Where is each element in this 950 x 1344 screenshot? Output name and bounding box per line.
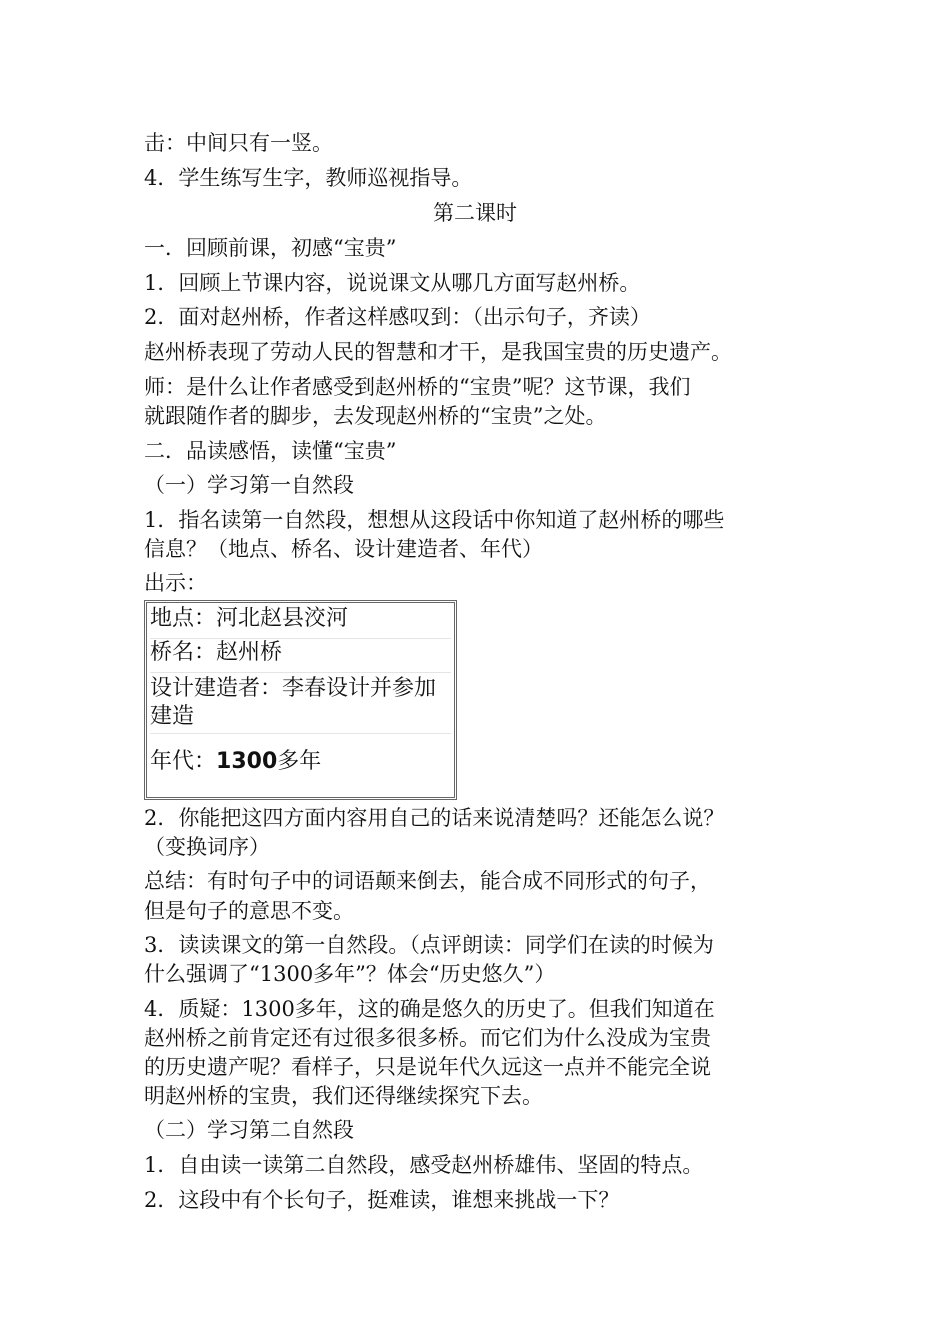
text-line: 3．读读课文的第一自然段。（点评朗读：同学们在读的时候为 bbox=[144, 933, 714, 957]
text-line: 就跟随作者的脚步，去发现赵州桥的“宝贵”之处。 bbox=[144, 404, 607, 428]
info-bridge-name: 桥名：赵州桥 bbox=[150, 639, 451, 673]
text-line: 但是句子的意思不变。 bbox=[144, 899, 354, 923]
section-heading: 一．回顾前课，初感“宝贵” bbox=[144, 236, 397, 260]
text-line: 师：是什么让作者感受到赵州桥的“宝贵”呢？这节课，我们 bbox=[144, 375, 691, 399]
info-era bbox=[150, 748, 451, 780]
info-box bbox=[144, 600, 457, 800]
info-builder: 设计建造者：李春设计并参加建造 bbox=[150, 675, 451, 734]
lesson-heading: 第二课时 bbox=[433, 201, 517, 225]
text-line: 1．指名读第一自然段，想想从这段话中你知道了赵州桥的哪些 bbox=[144, 508, 725, 532]
subsection-heading: （二）学习第二自然段 bbox=[144, 1118, 354, 1142]
text-line: 击：中间只有一竖。 bbox=[144, 131, 333, 155]
text-line: 2．面对赵州桥，作者这样感叹到：（出示句子，齐读） bbox=[144, 305, 651, 329]
info-location: 地点：河北赵县洨河 bbox=[150, 605, 451, 639]
text-line: 1．自由读一读第二自然段，感受赵州桥雄伟、坚固的特点。 bbox=[144, 1153, 704, 1177]
text-line: 的历史遗产呢？看样子，只是说年代久远这一点并不能完全说 bbox=[144, 1055, 711, 1079]
text-line: 2．这段中有个长句子，挺难读，谁想来挑战一下？ bbox=[144, 1188, 620, 1212]
text-line: 4．学生练写生字，教师巡视指导。 bbox=[144, 166, 473, 190]
info-era-label: 年代： bbox=[150, 749, 217, 774]
subsection-heading: （一）学习第一自然段 bbox=[144, 473, 354, 497]
text-line: 出示： bbox=[144, 571, 207, 595]
text-line: 什么强调了“1300多年”？体会“历史悠久”） bbox=[144, 962, 556, 986]
text-line: （变换词序） bbox=[144, 835, 270, 859]
info-era-number: 1300 bbox=[216, 749, 278, 774]
text-line: 总结：有时句子中的词语颠来倒去，能合成不同形式的句子， bbox=[144, 869, 711, 893]
text-line: 赵州桥之前肯定还有过很多很多桥。而它们为什么没成为宝贵 bbox=[144, 1026, 711, 1050]
text-line: 2．你能把这四方面内容用自己的话来说清楚吗？还能怎么说？ bbox=[144, 806, 725, 830]
text-line: 信息？（地点、桥名、设计建造者、年代） bbox=[144, 537, 543, 561]
info-era-suffix: 多年 bbox=[277, 749, 322, 774]
text-line: 明赵州桥的宝贵，我们还得继续探究下去。 bbox=[144, 1084, 543, 1108]
section-heading: 二．品读感悟，读懂“宝贵” bbox=[144, 439, 397, 463]
text-line: 4．质疑：1300多年，这的确是悠久的历史了。但我们知道在 bbox=[144, 997, 715, 1021]
text-line: 1．回顾上节课内容，说说课文从哪几方面写赵州桥。 bbox=[144, 271, 641, 295]
text-line: 赵州桥表现了劳动人民的智慧和才干，是我国宝贵的历史遗产。 bbox=[144, 340, 732, 364]
